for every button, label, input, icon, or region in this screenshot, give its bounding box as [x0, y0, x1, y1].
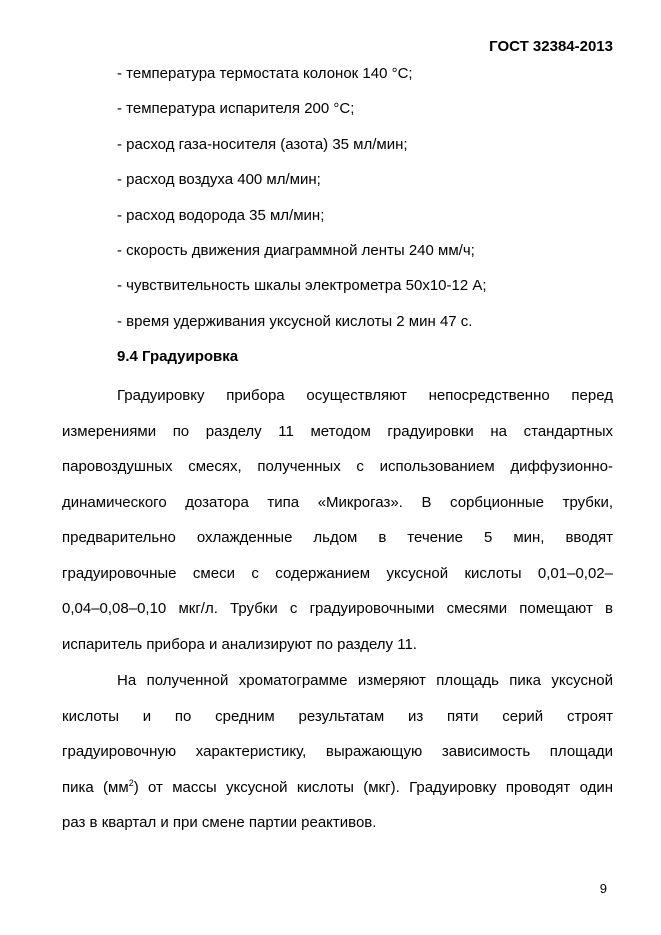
paragraph-line	[62, 770, 613, 806]
paragraph-line: На полученной хроматограмме измеряют площадь пика уксусной	[117, 672, 613, 689]
parameter-item: - температура испарителя 200 °С;	[117, 100, 355, 117]
paragraph-characteristic	[62, 663, 613, 841]
section-heading: 9.4 Градуировка	[117, 348, 239, 365]
document-code: ГОСТ 32384-2013	[489, 38, 613, 55]
text-fragment: пика (мм	[62, 778, 129, 796]
parameter-item: - время удерживания уксусной кислоты 2 мин 47 с.	[117, 313, 473, 330]
parameter-item: - температура термостата колонок 140 °С;	[117, 65, 413, 82]
parameter-item: - чувствительность шкалы электрометра 50х10-12 А;	[117, 277, 487, 294]
parameter-item: - расход водорода 35 мл/мин;	[117, 207, 325, 224]
paragraph-line: градуировочные смеси с содержанием уксусной кислоты 0,01–0,02–	[62, 564, 613, 582]
paragraph-line: кислоты и по средним результатам из пяти серий строят	[62, 707, 613, 725]
parameter-item: - расход воздуха 400 мл/мин;	[117, 171, 321, 188]
paragraph-line: градуировочную характеристику, выражающую зависимость площади	[62, 743, 613, 760]
paragraph-line: испаритель прибора и анализируют по разделу 11.	[62, 635, 417, 653]
parameter-item: - расход газа-носителя (азота) 35 мл/мин;	[117, 136, 408, 153]
parameter-item: - скорость движения диаграммной ленты 240 мм/ч;	[117, 242, 475, 259]
text-fragment: ) от массы уксусной кислоты (мкг). Градуировку проводят один	[133, 778, 613, 796]
paragraph-line: предварительно охлажденные льдом в течение 5 мин, вводят	[62, 529, 613, 546]
page-number: 9	[599, 881, 607, 896]
paragraph-line: Градуировку прибора осуществляют непосредственно перед	[117, 387, 613, 404]
superscript: 2	[128, 777, 134, 788]
paragraph-line: паровоздушных смесях, полученных с использованием диффузионно-	[62, 458, 613, 475]
paragraph-line: раз в квартал и при смене партии реактивов.	[62, 814, 377, 831]
paragraph-calibration	[62, 378, 613, 662]
paragraph-line: 0,04–0,08–0,10 мкг/л. Трубки с градуировочными смесями помещают в	[62, 600, 613, 617]
paragraph-line: динамического дозатора типа «Микрогаз». В сорбционные трубки,	[62, 493, 613, 511]
paragraph-line: измерениями по разделу 11 методом градуировки на стандартных	[62, 422, 613, 440]
